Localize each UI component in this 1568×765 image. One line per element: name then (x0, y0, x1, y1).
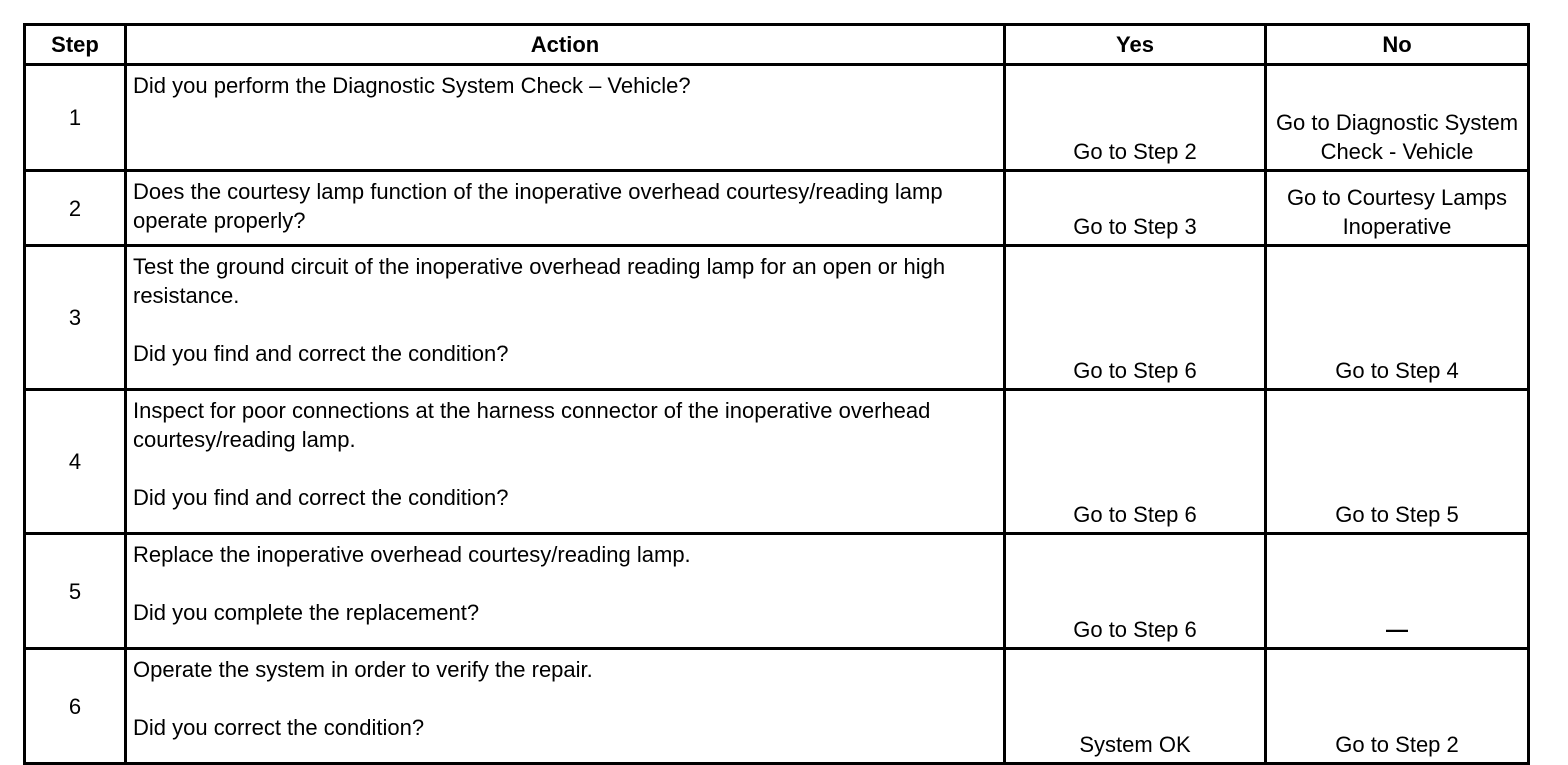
step-number: 2 (25, 171, 126, 246)
table-row (25, 65, 1529, 171)
action-question: Did you find and correct the condition? (133, 485, 509, 510)
header-yes: Yes (1005, 25, 1266, 65)
action-question: Did you correct the condition? (133, 715, 425, 740)
action-text: Replace the inoperative overhead courtesy/reading lamp. (133, 542, 691, 567)
no-outcome: Go to Step 5 (1266, 390, 1529, 534)
no-outcome: Go to Step 4 (1266, 246, 1529, 390)
no-outcome-dash: — (1266, 534, 1529, 649)
header-no: No (1266, 25, 1529, 65)
action-text: Inspect for poor connections at the harness connector of the inoperative overhead courtesy/reading lamp. (133, 398, 931, 452)
action-spacer (133, 310, 997, 339)
action-text: Did you perform the Diagnostic System Check – Vehicle? (133, 73, 691, 98)
yes-outcome: System OK (1005, 649, 1266, 764)
table-row (25, 534, 1529, 649)
action-question: Did you find and correct the condition? (133, 341, 509, 366)
header-action: Action (126, 25, 1005, 65)
action-cell (126, 534, 1005, 649)
diagnostic-table (23, 23, 1530, 765)
yes-outcome: Go to Step 6 (1005, 534, 1266, 649)
yes-outcome: Go to Step 6 (1005, 390, 1266, 534)
action-spacer (133, 569, 997, 598)
action-cell (126, 246, 1005, 390)
action-text: Operate the system in order to verify the repair. (133, 657, 593, 682)
table-row (25, 649, 1529, 764)
step-number: 6 (25, 649, 126, 764)
action-cell (126, 171, 1005, 246)
action-cell (126, 65, 1005, 171)
table-row (25, 246, 1529, 390)
table-header-row (25, 25, 1529, 65)
step-number: 1 (25, 65, 126, 171)
yes-outcome: Go to Step 6 (1005, 246, 1266, 390)
step-number: 4 (25, 390, 126, 534)
no-outcome: Go to Courtesy Lamps Inoperative (1266, 171, 1529, 246)
action-spacer (133, 684, 997, 713)
header-step: Step (25, 25, 126, 65)
action-text: Does the courtesy lamp function of the inoperative overhead courtesy/reading lamp operate properly? (133, 179, 943, 233)
yes-outcome: Go to Step 2 (1005, 65, 1266, 171)
no-outcome: Go to Step 2 (1266, 649, 1529, 764)
table-row (25, 390, 1529, 534)
no-outcome: Go to Diagnostic System Check - Vehicle (1266, 65, 1529, 171)
action-cell (126, 390, 1005, 534)
action-question: Did you complete the replacement? (133, 600, 480, 625)
yes-outcome: Go to Step 3 (1005, 171, 1266, 246)
action-spacer (133, 454, 997, 483)
table-row (25, 171, 1529, 246)
action-text: Test the ground circuit of the inoperative overhead reading lamp for an open or high resistance. (133, 254, 946, 308)
step-number: 5 (25, 534, 126, 649)
step-number: 3 (25, 246, 126, 390)
action-cell (126, 649, 1005, 764)
